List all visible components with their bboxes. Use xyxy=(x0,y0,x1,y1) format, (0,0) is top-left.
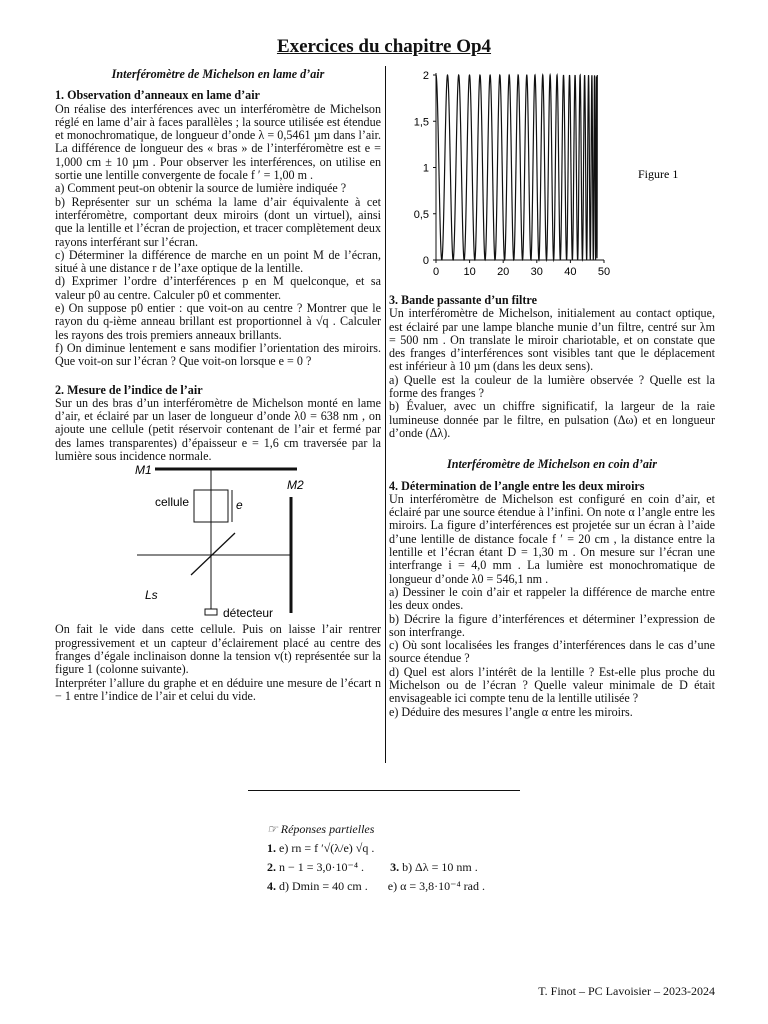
x-tick-label: 50 xyxy=(597,266,611,278)
y-tick-label: 0 xyxy=(422,255,429,267)
x-tick-label: 40 xyxy=(564,266,577,278)
exercise-2-paragraph-2: On fait le vide dans cette cellule. Puis on laisse l’air rentrer progressivement et un capteur d’éclairement placé au centre des franges d’égale inclinaison donne la tension v(t) représentée sur la figure 1 (colonne suivante). xyxy=(55,622,381,677)
y-tick-label: 2 xyxy=(422,70,429,82)
m1-label: M1 xyxy=(135,463,152,478)
exercise-2-paragraph-3: Interpréter l’allure du graphe et en déduire une mesure de l’écart n − 1 entre l’indice de l’air et celui du vide. xyxy=(55,675,381,703)
exercise-3-question-a: a) Quelle est la couleur de la lumière observée ? Quelle est la forme des franges ? xyxy=(389,372,715,401)
exercise-4-heading: 4. Détermination de l’angle entre les deux miroirs xyxy=(389,478,645,493)
partial-answers xyxy=(267,820,485,896)
exercise-3-intro: Un interféromètre de Michelson, initialement au contact optique, est éclairé par une lampe blanche munie d’un filtre, centré sur λm = 500 nm . On translate le miroir chariotable, et on constate que des franges d’interférences sont visibles tant que le déplacement est inférieur à 10 µm (dans les deux sens). xyxy=(389,306,715,374)
exercise-4-question-d: d) Quel est alors l’intérêt de la lentille ? Est-elle plus proche du Michelson ou de l’écran ? Quelle valeur minimale de D était envisageable ici compte tenu de la lentille utilisée ? xyxy=(389,664,715,706)
exercise-1-question-a: a) Comment peut-on obtenir la source de lumière indiquée ? xyxy=(55,181,347,196)
detecteur-label: détecteur xyxy=(223,606,274,621)
figure-1-chart xyxy=(398,66,698,286)
exercise-1-question-b: b) Représenter sur un schéma la lame d’air équivalente à cet interféromètre, comportant deux miroirs (dont un virtuel), ainsi que la lentille et l’écran de projection, et tracer complètement deux rayons interférant sur l’écran. xyxy=(55,194,381,249)
exercise-3-heading: 3. Bande passante d’un filtre xyxy=(389,293,537,307)
exercise-1-heading: 1. Observation d’anneaux en lame d’air xyxy=(55,88,260,103)
column-divider xyxy=(385,66,386,763)
section-title-lame-air: Interféromètre de Michelson en lame d’air xyxy=(111,67,325,81)
exercise-2-intro: Sur un des bras d’un interféromètre de Michelson monté en lame d’air, et éclairé par un laser de longueur d’onde λ0 = 638 nm , on ajoute une cellule (petit réservoir contenant de l’air et fermé par des lames transparentes) d’épaisseur e = 1,6 cm traversée par la lumière sous incidence normale. xyxy=(55,395,381,464)
figure-1-label: Figure 1 xyxy=(638,167,679,181)
footer: T. Finot – PC Lavoisier – 2023-2024 xyxy=(538,984,715,998)
exercise-4-question-c: c) Où sont localisées les franges d’interférences dans le cas d’une source étendue ? xyxy=(389,638,715,666)
answer-4: 4. d) Dmin = 40 cm . e) α = 3,8·10⁻⁴ rad . xyxy=(267,879,485,893)
right-column xyxy=(389,294,715,719)
exercise-1-question-e: e) On suppose p0 entier : que voit-on au centre ? Montrer que le rayon du q-ième anneau brillant est proportionnel à √q . Calculer les rayons des trois premiers anneaux brillants. xyxy=(55,301,381,342)
detector-icon xyxy=(205,609,217,615)
y-tick-label: 1 xyxy=(422,162,429,175)
exercise-2-heading: 2. Mesure de l’indice de l’air xyxy=(55,382,203,397)
michelson-diagram xyxy=(55,463,381,623)
x-tick-label: 0 xyxy=(432,266,440,278)
cellule-label: cellule xyxy=(155,495,190,510)
left-column xyxy=(55,66,381,703)
exercise-1-intro: On réalise des interférences avec un interféromètre de Michelson réglé en lame d’air à faces parallèles ; la source utilisée est étendue et monochromatique, de longueur d’onde λ = 0,5461 µm dans l’air. La différence de longueur des « bras » de l’interféromètre est e = 1,000 cm ± 10 µm . Pour observer les interférences, on utilise en sortie une lentille convergente de focale f ′ = 1,00 m . xyxy=(55,101,381,183)
section-title-coin-air: Interféromètre de Michelson en coin d’air xyxy=(447,457,657,472)
y-tick-label: 1,5 xyxy=(413,116,429,129)
exercise-1-question-c: c) Déterminer la différence de marche en un point M de l’écran, situé à une distance r de l’axe optique de la lentille. xyxy=(55,247,381,276)
answers-separator xyxy=(248,790,520,791)
series-line-v-t xyxy=(436,75,597,260)
x-tick-label: 30 xyxy=(530,266,543,278)
ls-label: Ls xyxy=(145,588,158,603)
exercise-4-question-e: e) Déduire des mesures l’angle α entre les miroirs. xyxy=(389,704,633,719)
x-tick-label: 10 xyxy=(463,266,476,278)
x-tick-label: 20 xyxy=(497,266,510,278)
page-title: Exercices du chapitre Op4 xyxy=(276,36,492,57)
answer-2-3: 2. n − 1 = 3,0·10⁻⁴ . 3. b) Δλ = 10 nm . xyxy=(267,860,478,874)
exercise-4-intro: Un interféromètre de Michelson est configuré en coin d’air, et éclairé par une source étendue à l’infini. On note α l’angle entre les miroirs. La figure d’interférences est projetée sur un écran à l’aide d’une lentille de distance focale f ′ = 20 cm , la distance entre la lentille et l’écran étant D = 1,30 m . On mesure sur l’écran une interfrange i = 4,0 mm . La lumière est monochromatique de longueur d’onde λ0 = 546,1 nm . xyxy=(389,491,715,586)
e-label: e xyxy=(236,498,243,513)
exercise-1-question-d: d) Exprimer l’ordre d’interférences p en M quelconque, et sa valeur p0 au centre. Calculer p0 et commenter. xyxy=(55,274,381,302)
exercise-3-question-b: b) Évaluer, avec un chiffre significatif, la largeur de la raie lumineuse donnée par le filtre, en pulsation (Δω) et en longueur d’onde (Δλ). xyxy=(389,399,715,440)
exercise-1-question-f: f) On diminue lentement e sans modifier l’orientation des miroirs. Que voit-on sur l’écran ? Que voit-on lorsque e = 0 ? xyxy=(55,340,381,369)
beam-splitter xyxy=(191,533,235,575)
m2-label: M2 xyxy=(287,478,304,493)
answers-title: ☞ Réponses partielles xyxy=(267,822,375,836)
exercise-4-question-b: b) Décrire la figure d’interférences et déterminer l’expression de son interfrange. xyxy=(389,611,715,639)
exercise-4-question-a: a) Dessiner le coin d’air et rappeler la différence de marche entre les deux ondes. xyxy=(389,584,715,613)
answer-1e: 1. e) rn = f ′√(λ/e) √q . xyxy=(267,841,375,855)
y-tick-label: 0,5 xyxy=(413,208,429,221)
